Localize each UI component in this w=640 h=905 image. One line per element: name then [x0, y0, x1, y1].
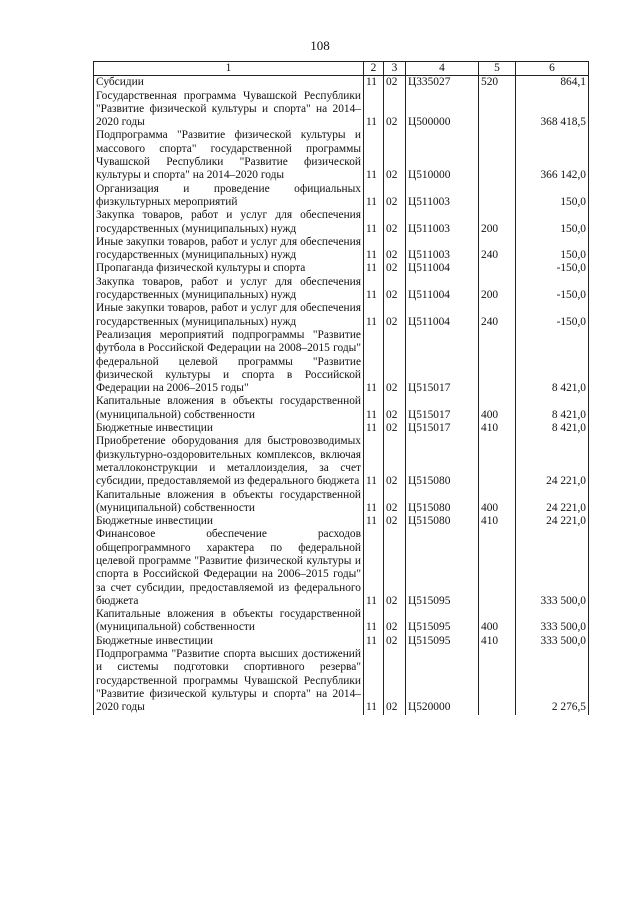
row-subsection: 02 [384, 236, 406, 263]
row-expense-type: 240 [479, 236, 516, 263]
row-name: Бюджетные инвестиции [94, 515, 364, 528]
row-target-article: Ц515080 [406, 489, 479, 516]
row-expense-type: 410 [479, 635, 516, 648]
row-name: Подпрограмма "Развитие спорта высших достижений и системы подготовки спортивного резерва" государственной программы Чувашской Республики "Развитие физической культуры и спорта" на 2014–2020 годы [94, 648, 364, 714]
table-row [94, 395, 589, 422]
row-name: Приобретение оборудования для быстровозводимых физкультурно-оздоровительных комплексов, включая металлоконструкции и металлоизделия, за счет субсидии, предоставляемой из федерального бюджета [94, 435, 364, 488]
row-section: 11 [364, 262, 384, 275]
table-row [94, 302, 589, 329]
row-expense-type [479, 129, 516, 182]
row-name: Иные закупки товаров, работ и услуг для обеспечения государственных (муниципальных) нужд [94, 236, 364, 263]
row-expense-type [479, 262, 516, 275]
row-amount: 333 500,0 [516, 635, 589, 648]
row-name: Бюджетные инвестиции [94, 635, 364, 648]
row-subsection: 02 [384, 395, 406, 422]
column-header-subsection: 3 [384, 62, 406, 76]
table-row [94, 635, 589, 648]
row-target-article: Ц511003 [406, 183, 479, 210]
row-amount: 8 421,0 [516, 422, 589, 435]
row-section: 11 [364, 635, 384, 648]
column-header-target-article: 4 [406, 62, 479, 76]
table-row [94, 489, 589, 516]
row-expense-type: 400 [479, 489, 516, 516]
row-section: 11 [364, 435, 384, 488]
page-number: 108 [310, 38, 330, 53]
row-name: Государственная программа Чувашской Республики "Развитие физической культуры и спорта" на 2014–2020 годы [94, 90, 364, 130]
table-row [94, 262, 589, 275]
row-subsection: 02 [384, 276, 406, 303]
table-row [94, 608, 589, 635]
row-expense-type [479, 90, 516, 130]
row-amount: 864,1 [516, 76, 589, 90]
column-header-expense-type: 5 [479, 62, 516, 76]
row-expense-type [479, 183, 516, 210]
row-amount: 2 276,5 [516, 648, 589, 714]
row-target-article: Ц511004 [406, 262, 479, 275]
budget-table [93, 61, 589, 715]
table-row [94, 329, 589, 395]
table-row [94, 648, 589, 714]
row-section: 11 [364, 608, 384, 635]
row-target-article: Ц511003 [406, 236, 479, 263]
row-subsection: 02 [384, 435, 406, 488]
budget-table-body [94, 76, 589, 715]
row-target-article: Ц515017 [406, 395, 479, 422]
row-name: Капитальные вложения в объекты государственной (муниципальной) собственности [94, 489, 364, 516]
row-subsection: 02 [384, 302, 406, 329]
row-target-article: Ц500000 [406, 90, 479, 130]
row-amount: 150,0 [516, 236, 589, 263]
row-section: 11 [364, 183, 384, 210]
column-header-amount: 6 [516, 62, 589, 76]
row-name: Бюджетные инвестиции [94, 422, 364, 435]
row-target-article: Ц515080 [406, 515, 479, 528]
row-section: 11 [364, 209, 384, 236]
row-section: 11 [364, 515, 384, 528]
row-name: Иные закупки товаров, работ и услуг для обеспечения государственных (муниципальных) нужд [94, 302, 364, 329]
row-name: Капитальные вложения в объекты государственной (муниципальной) собственности [94, 395, 364, 422]
column-header-section: 2 [364, 62, 384, 76]
row-expense-type: 240 [479, 302, 516, 329]
row-subsection: 02 [384, 648, 406, 714]
row-target-article: Ц511004 [406, 302, 479, 329]
row-amount: 24 221,0 [516, 515, 589, 528]
table-row [94, 422, 589, 435]
row-expense-type [479, 528, 516, 608]
row-name: Подпрограмма "Развитие физической культуры и массового спорта" государственной программы Чувашской Республики "Развитие физической культуры и спорта" на 2014–2020 годы [94, 129, 364, 182]
row-target-article: Ц511003 [406, 209, 479, 236]
column-header-name: 1 [94, 62, 364, 76]
table-row [94, 209, 589, 236]
row-section: 11 [364, 422, 384, 435]
row-section: 11 [364, 129, 384, 182]
table-row [94, 90, 589, 130]
row-subsection: 02 [384, 635, 406, 648]
row-amount: 333 500,0 [516, 608, 589, 635]
row-subsection: 02 [384, 76, 406, 90]
row-section: 11 [364, 329, 384, 395]
row-name: Пропаганда физической культуры и спорта [94, 262, 364, 275]
row-section: 11 [364, 489, 384, 516]
row-subsection: 02 [384, 489, 406, 516]
row-subsection: 02 [384, 183, 406, 210]
row-section: 11 [364, 236, 384, 263]
row-amount: 8 421,0 [516, 329, 589, 395]
row-target-article: Ц510000 [406, 129, 479, 182]
table-row [94, 435, 589, 488]
row-subsection: 02 [384, 329, 406, 395]
row-subsection: 02 [384, 90, 406, 130]
row-expense-type: 410 [479, 422, 516, 435]
row-section: 11 [364, 395, 384, 422]
row-subsection: 02 [384, 262, 406, 275]
row-amount: 150,0 [516, 183, 589, 210]
row-target-article: Ц515095 [406, 528, 479, 608]
table-row [94, 276, 589, 303]
row-target-article: Ц520000 [406, 648, 479, 714]
row-target-article: Ц515095 [406, 608, 479, 635]
row-section: 11 [364, 76, 384, 90]
row-section: 11 [364, 648, 384, 714]
row-target-article: Ц515017 [406, 329, 479, 395]
row-name: Капитальные вложения в объекты государственной (муниципальной) собственности [94, 608, 364, 635]
row-name: Закупка товаров, работ и услуг для обеспечения государственных (муниципальных) нужд [94, 209, 364, 236]
row-name: Финансовое обеспечение расходов общепрограммного характера по федеральной целевой программе "Развитие физической культуры и спорта в Российской Федерации на 2006–2015 годы" за счет субсидии, предоставляемой из федерального бюджета [94, 528, 364, 608]
row-subsection: 02 [384, 515, 406, 528]
row-name: Закупка товаров, работ и услуг для обеспечения государственных (муниципальных) нужд [94, 276, 364, 303]
table-row [94, 183, 589, 210]
row-subsection: 02 [384, 209, 406, 236]
row-target-article: Ц515017 [406, 422, 479, 435]
row-amount: -150,0 [516, 276, 589, 303]
row-section: 11 [364, 276, 384, 303]
row-expense-type [479, 435, 516, 488]
row-amount: 366 142,0 [516, 129, 589, 182]
row-amount: 24 221,0 [516, 489, 589, 516]
row-expense-type: 520 [479, 76, 516, 90]
row-amount: -150,0 [516, 262, 589, 275]
row-amount: 24 221,0 [516, 435, 589, 488]
table-header-row [94, 62, 589, 76]
row-name: Реализация мероприятий подпрограммы "Развитие футбола в Российской Федерации на 2008–2015 годы" федеральной целевой программы "Развитие физической культуры и спорта в Российской Федерации на 2006–2015 годы" [94, 329, 364, 395]
row-subsection: 02 [384, 608, 406, 635]
row-target-article: Ц515080 [406, 435, 479, 488]
row-target-article: Ц511004 [406, 276, 479, 303]
table-row [94, 528, 589, 608]
row-expense-type: 200 [479, 276, 516, 303]
row-amount: 368 418,5 [516, 90, 589, 130]
row-amount: -150,0 [516, 302, 589, 329]
row-expense-type [479, 648, 516, 714]
row-expense-type [479, 329, 516, 395]
row-expense-type: 400 [479, 395, 516, 422]
row-section: 11 [364, 528, 384, 608]
row-target-article: Ц335027 [406, 76, 479, 90]
row-subsection: 02 [384, 129, 406, 182]
row-section: 11 [364, 302, 384, 329]
row-expense-type: 200 [479, 209, 516, 236]
table-row [94, 236, 589, 263]
row-name: Субсидии [94, 76, 364, 90]
row-name: Организация и проведение официальных физкультурных мероприятий [94, 183, 364, 210]
row-subsection: 02 [384, 528, 406, 608]
row-section: 11 [364, 90, 384, 130]
row-expense-type: 400 [479, 608, 516, 635]
row-amount: 333 500,0 [516, 528, 589, 608]
table-row [94, 129, 589, 182]
row-target-article: Ц515095 [406, 635, 479, 648]
row-amount: 8 421,0 [516, 395, 589, 422]
table-row [94, 515, 589, 528]
row-expense-type: 410 [479, 515, 516, 528]
table-row [94, 76, 589, 90]
row-subsection: 02 [384, 422, 406, 435]
row-amount: 150,0 [516, 209, 589, 236]
